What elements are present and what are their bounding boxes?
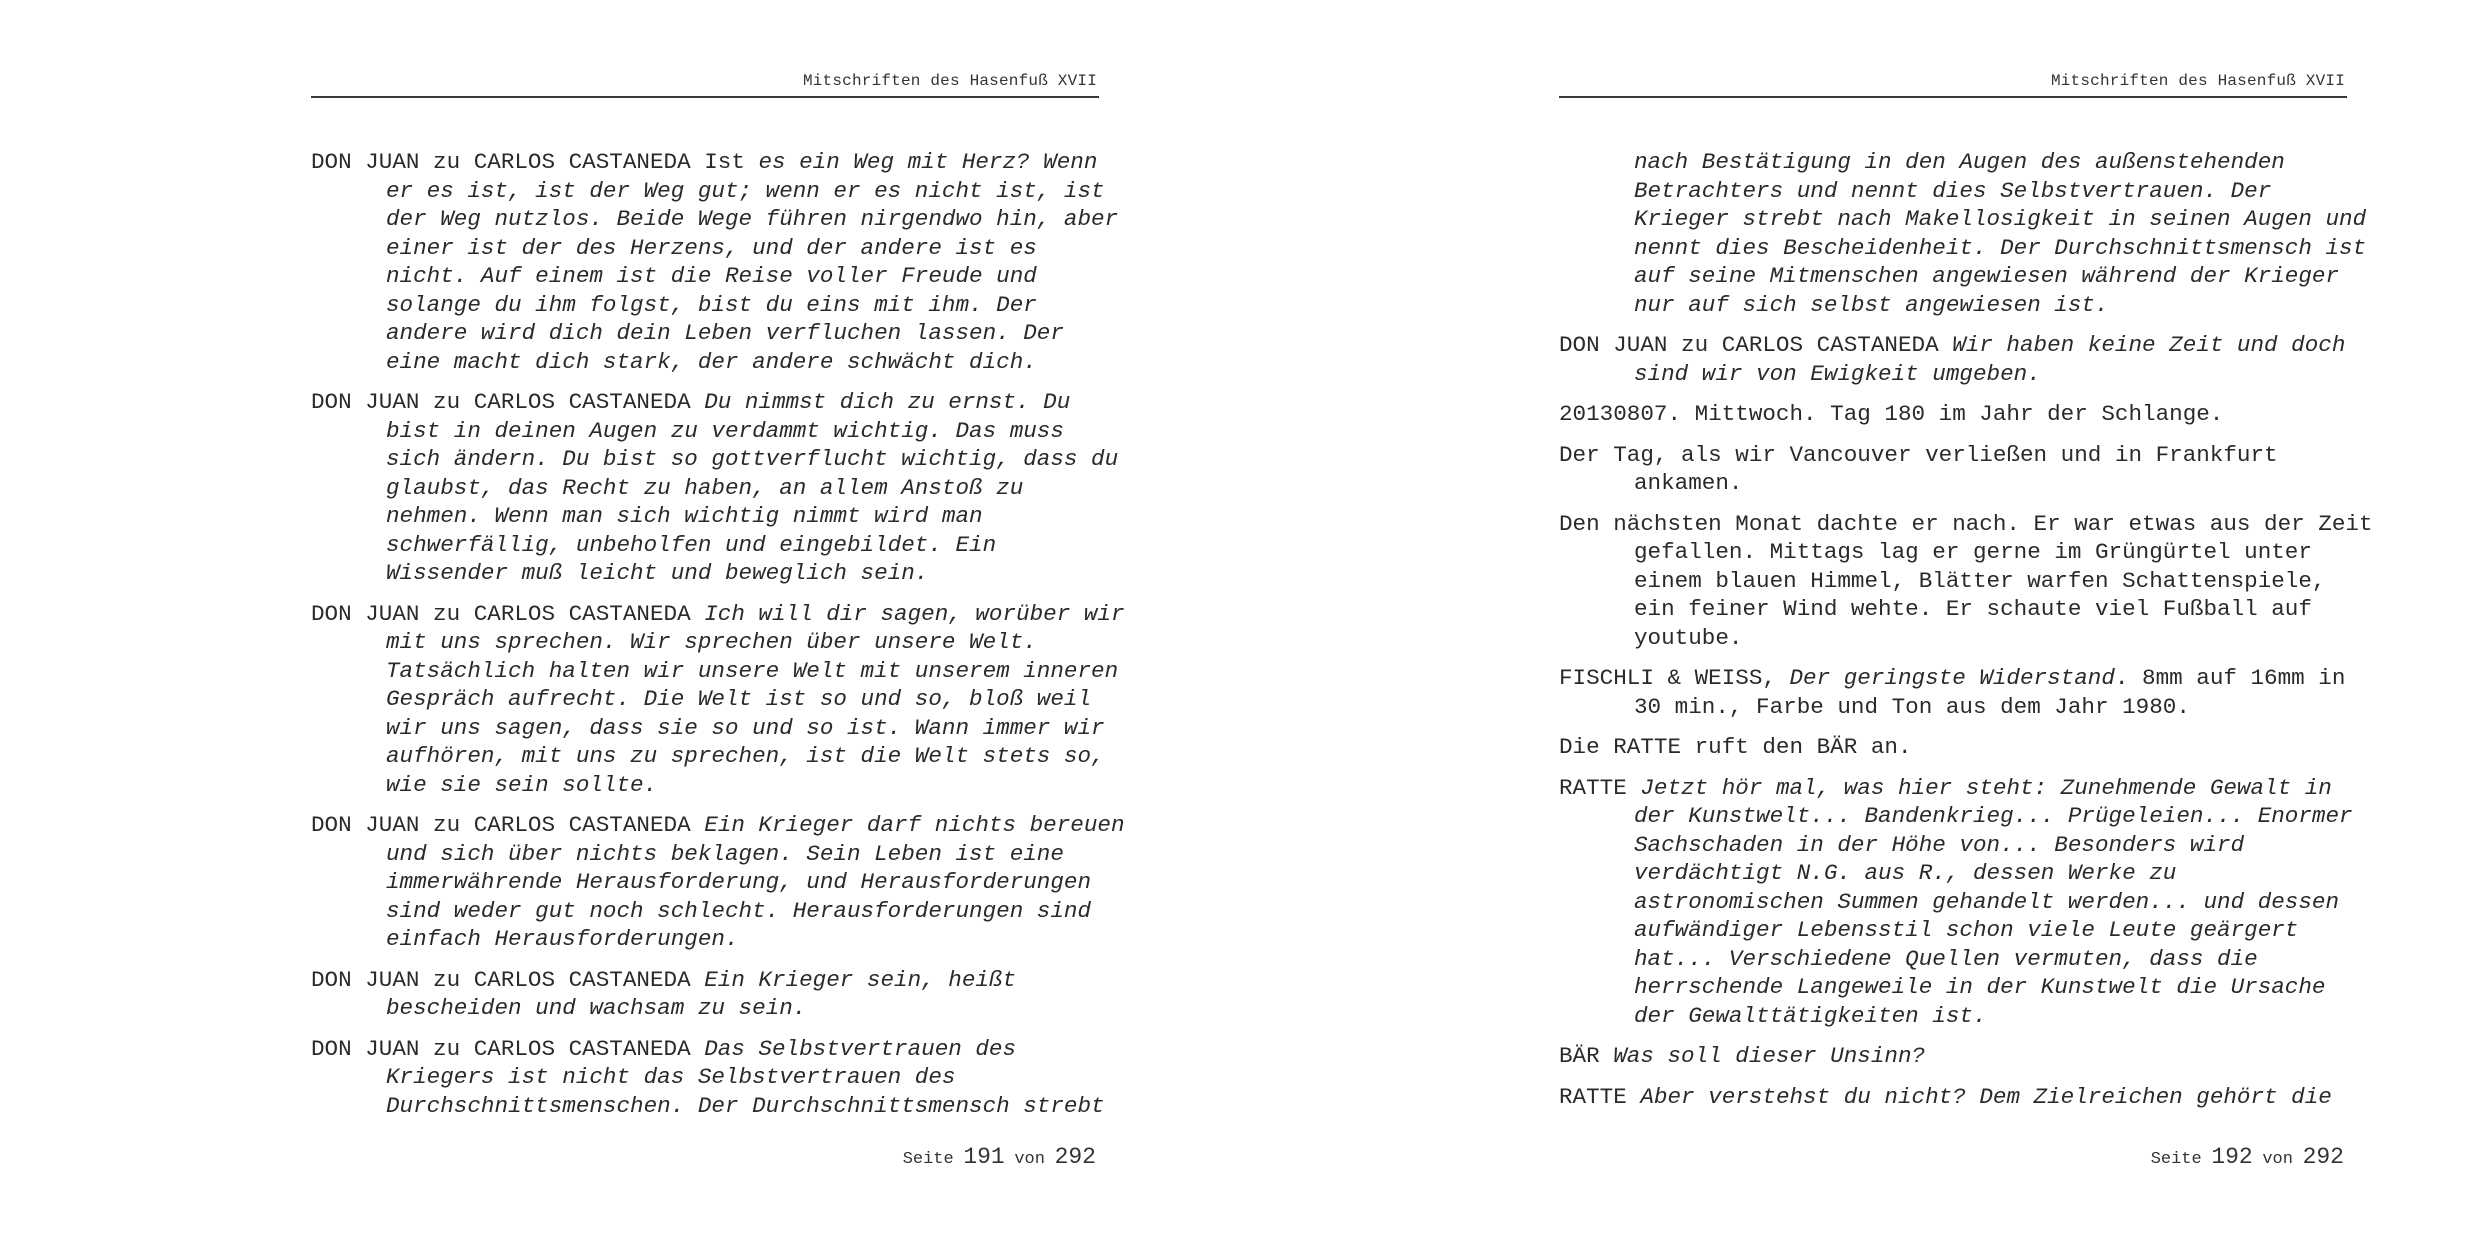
header-rule xyxy=(311,96,1099,98)
text-line xyxy=(311,388,1101,417)
quoted-text: nach Bestätigung in den Augen des außenstehenden xyxy=(1634,149,2285,175)
speaker-name: DON JUAN zu CARLOS CASTANEDA xyxy=(311,812,705,838)
quoted-text: hat... Verschiedene Quellen vermuten, dass die xyxy=(1634,945,2258,972)
text-line xyxy=(1559,774,2349,803)
quoted-text: glaubst, das Recht zu haben, an allem Anstoß zu xyxy=(386,474,1024,501)
page-number xyxy=(311,1144,1096,1170)
text-line xyxy=(311,811,1125,840)
paragraph xyxy=(1559,1083,2349,1112)
quoted-text: Ein Krieger sein, heißt xyxy=(704,966,1017,993)
speaker-name: DON JUAN zu CARLOS CASTANEDA xyxy=(311,389,705,415)
quoted-text: immerwährende Herausforderung, und Herausforderungen xyxy=(386,869,1092,895)
text-line xyxy=(1559,664,2349,693)
page-label: Seite xyxy=(2150,1150,2202,1169)
text-line xyxy=(311,600,1125,629)
text-line xyxy=(386,177,1105,206)
body-text: . 8mm auf 16mm in xyxy=(2114,665,2346,691)
text-line xyxy=(386,1063,1101,1092)
page-body xyxy=(311,148,1125,1132)
quoted-text: Ich will dir sagen, worüber wir xyxy=(704,600,1125,627)
quoted-text: Durchschnittsmenschen. Der Durchschnittsmensch strebt xyxy=(386,1092,1105,1119)
quoted-text: Der geringste Widerstand xyxy=(1789,665,2115,691)
paragraph xyxy=(311,600,1125,800)
text-line xyxy=(1634,291,2349,320)
text-line xyxy=(1634,916,2349,945)
paragraph xyxy=(311,1035,1105,1121)
text-line xyxy=(386,714,1105,743)
text-line xyxy=(386,502,1101,531)
right-page xyxy=(1559,0,2373,1240)
speaker-name: DON JUAN zu CARLOS CASTANEDA xyxy=(311,600,705,627)
quoted-text: Was soll dieser Unsinn? xyxy=(1613,1043,1926,1069)
text-line xyxy=(1634,945,2349,974)
body-text: Der Tag, als wir Vancouver verließen und in Frankfurt xyxy=(1559,441,2278,468)
quoted-text: auf seine Mitmenschen angewiesen während der Krieger xyxy=(1634,263,2340,289)
page-total: 292 xyxy=(2302,1144,2344,1170)
quoted-text: andere wird dich dein Leben verfluchen lassen. Der xyxy=(386,320,1064,346)
text-line xyxy=(1634,360,2349,389)
text-line xyxy=(386,840,1101,869)
quoted-text: astronomischen Summen gehandelt werden... und dessen xyxy=(1634,888,2340,915)
text-line xyxy=(1559,400,2349,429)
quoted-text: der Kunstwelt... Bandenkrieg... Prügeleien... Enormer xyxy=(1634,803,2353,829)
quoted-text: Aber verstehst du nicht? Dem Zielreichen gehört die xyxy=(1640,1083,2332,1110)
quoted-text: es ein Weg mit Herz? Wenn xyxy=(758,149,1098,175)
text-line xyxy=(1634,469,2349,498)
quoted-text: Betrachters und nennt dies Selbstvertrauen. Der xyxy=(1634,177,2272,204)
paragraph xyxy=(311,148,1119,376)
body-text: ankamen. xyxy=(1634,470,1743,496)
quoted-text: sind wir von Ewigkeit umgeben. xyxy=(1634,360,2041,387)
body-text: ein feiner Wind wehte. Er schaute viel Fußball auf xyxy=(1634,596,2312,622)
page-of-label: von xyxy=(1014,1150,1045,1169)
paragraph xyxy=(311,388,1119,588)
text-line xyxy=(386,445,1119,474)
quoted-text: Ein Krieger darf nichts bereuen xyxy=(704,812,1125,838)
text-line xyxy=(1559,331,2349,360)
quoted-text: nennt dies Bescheidenheit. Der Durchschnittsmensch ist xyxy=(1634,234,2367,261)
quoted-text: bist in deinen Augen zu verdammt wichtig. Das muss xyxy=(386,417,1064,444)
text-line xyxy=(1559,441,2349,470)
text-line xyxy=(386,262,1101,291)
text-line xyxy=(1634,973,2349,1002)
text-line xyxy=(1634,888,2349,917)
paragraph xyxy=(1559,441,2349,498)
text-line xyxy=(386,559,1101,588)
paragraph xyxy=(1559,1042,2349,1071)
quoted-text: der Gewalttätigkeiten ist. xyxy=(1634,1002,1987,1029)
page-total: 292 xyxy=(1054,1144,1096,1170)
text-line xyxy=(386,868,1101,897)
paragraph xyxy=(1559,733,2349,762)
text-line xyxy=(1634,624,2349,653)
speaker-name: BÄR xyxy=(1559,1043,1614,1069)
page-current: 192 xyxy=(2211,1144,2253,1170)
quoted-text: Tatsächlich halten wir unsere Welt mit unserem inneren xyxy=(386,657,1119,684)
quoted-text: Wir haben keine Zeit und doch xyxy=(1952,332,2346,358)
text-line xyxy=(1634,802,2353,831)
text-line xyxy=(386,628,1101,657)
quoted-text: solange du ihm folgst, bist du eins mit ihm. Der xyxy=(386,291,1037,318)
text-line xyxy=(1559,1083,2349,1112)
quoted-text: Wissender muß leicht und beweglich sein. xyxy=(386,560,929,586)
quoted-text: der Weg nutzlos. Beide Wege führen nirgendwo hin, aber xyxy=(386,206,1119,232)
text-line xyxy=(311,1035,1101,1064)
text-line xyxy=(386,994,1101,1023)
text-line xyxy=(386,925,1101,954)
text-line xyxy=(386,771,1101,800)
speaker-name: DON JUAN zu CARLOS CASTANEDA xyxy=(311,1035,705,1062)
quoted-text: nehmen. Wenn man sich wichtig nimmt wird man xyxy=(386,503,983,529)
body-text: Den nächsten Monat dachte er nach. Er war etwas aus der Zeit xyxy=(1559,510,2373,537)
quoted-text: eine macht dich stark, der andere schwächt dich. xyxy=(386,348,1037,375)
quoted-text: verdächtigt N.G. aus R., dessen Werke zu xyxy=(1634,860,2177,886)
paragraph xyxy=(311,811,1125,954)
body-text: einem blauen Himmel, Blätter warfen Schattenspiele, xyxy=(1634,567,2326,594)
running-header: Mitschriften des Hasenfuß XVII xyxy=(802,72,1097,90)
quoted-text: schwerfällig, unbeholfen und eingebildet. Ein xyxy=(386,531,997,558)
quoted-text: nur auf sich selbst angewiesen ist. xyxy=(1634,291,2109,318)
text-line xyxy=(311,148,1101,177)
text-line xyxy=(1634,567,2349,596)
paragraph xyxy=(1559,774,2353,1031)
body-text: youtube. xyxy=(1634,624,1743,651)
quoted-text: Jetzt hör mal, was hier steht: Zunehmende Gewalt in xyxy=(1640,774,2332,801)
quoted-text: wie sie sein sollte. xyxy=(386,771,658,798)
quoted-text: Krieger strebt nach Makellosigkeit in seinen Augen und xyxy=(1634,206,2367,232)
text-line xyxy=(386,474,1101,503)
text-line xyxy=(1559,510,2373,539)
quoted-text: Kriegers ist nicht das Selbstvertrauen des xyxy=(386,1064,956,1090)
paragraph xyxy=(1559,400,2349,429)
text-line xyxy=(386,685,1101,714)
quoted-text: Du nimmst dich zu ernst. Du xyxy=(704,389,1071,415)
paragraph xyxy=(311,966,1101,1023)
text-line xyxy=(386,348,1101,377)
text-line xyxy=(386,657,1119,686)
text-line xyxy=(311,966,1101,995)
quoted-text: herrschende Langeweile in der Kunstwelt die Ursache xyxy=(1634,974,2326,1000)
text-line xyxy=(386,531,1101,560)
speaker-name: DON JUAN zu CARLOS CASTANEDA xyxy=(311,149,705,175)
speaker-name: DON JUAN zu CARLOS CASTANEDA xyxy=(311,966,705,993)
text-line xyxy=(1559,1042,2349,1071)
quoted-text: nicht. Auf einem ist die Reise voller Freude und xyxy=(386,263,1037,289)
speaker-name: RATTE xyxy=(1559,774,1641,801)
page-number xyxy=(1559,1144,2344,1170)
quoted-text: sich ändern. Du bist so gottverflucht wichtig, dass du xyxy=(386,446,1119,472)
text-line xyxy=(386,234,1101,263)
text-line xyxy=(1634,831,2349,860)
text-line xyxy=(386,205,1119,234)
body-text: Die RATTE ruft den BÄR an. xyxy=(1559,734,1912,760)
quoted-text: und sich über nichts beklagen. Sein Leben ist eine xyxy=(386,840,1064,867)
page-body xyxy=(1559,148,2373,1123)
quoted-text: aufwändiger Lebensstil schon viele Leute geärgert xyxy=(1634,917,2299,943)
quoted-text: aufhören, mit uns zu sprechen, ist die Welt stets so, xyxy=(386,743,1105,769)
header-rule xyxy=(1559,96,2347,98)
quoted-text: sind weder gut noch schlecht. Herausforderungen sind xyxy=(386,897,1092,924)
paragraph xyxy=(1559,510,2373,653)
text-line xyxy=(1634,595,2349,624)
paragraph-continuation xyxy=(1559,148,2367,319)
body-text: FISCHLI & WEISS, xyxy=(1559,665,1790,691)
body-text: Ist xyxy=(704,149,759,175)
quoted-text: Sachschaden in der Höhe von... Besonders wird xyxy=(1634,831,2245,858)
quoted-text: einer ist der des Herzens, und der andere ist es xyxy=(386,234,1037,261)
quoted-text: einfach Herausforderungen. xyxy=(386,926,739,952)
quoted-text: mit uns sprechen. Wir sprechen über unsere Welt. xyxy=(386,629,1037,655)
text-line xyxy=(1634,262,2349,291)
text-line xyxy=(1634,538,2349,567)
text-line xyxy=(1634,234,2367,263)
speaker-name: RATTE xyxy=(1559,1083,1641,1110)
text-line xyxy=(386,319,1101,348)
quoted-text: wir uns sagen, dass sie so und so ist. Wann immer wir xyxy=(386,714,1105,741)
text-line xyxy=(386,1092,1105,1121)
page-label: Seite xyxy=(902,1150,954,1169)
text-line xyxy=(1634,205,2367,234)
text-line xyxy=(1634,693,2349,722)
text-line xyxy=(1634,148,2349,177)
body-text: gefallen. Mittags lag er gerne im Grüngürtel unter xyxy=(1634,539,2312,565)
quoted-text: Gespräch aufrecht. Die Welt ist so und so, bloß weil xyxy=(386,686,1092,712)
text-line xyxy=(386,897,1101,926)
body-text: 20130807. Mittwoch. Tag 180 im Jahr der Schlange. xyxy=(1559,401,2224,427)
text-line xyxy=(386,742,1105,771)
left-page xyxy=(311,0,1125,1240)
speaker-name: DON JUAN zu CARLOS CASTANEDA xyxy=(1559,332,1953,358)
paragraph xyxy=(1559,331,2349,388)
page-of-label: von xyxy=(2262,1150,2293,1169)
text-line xyxy=(1634,1002,2349,1031)
body-text: 30 min., Farbe und Ton aus dem Jahr 1980. xyxy=(1634,693,2190,720)
text-line xyxy=(386,417,1101,446)
running-header: Mitschriften des Hasenfuß XVII xyxy=(2050,72,2345,90)
text-line xyxy=(1634,859,2349,888)
text-line xyxy=(1634,177,2349,206)
quoted-text: bescheiden und wachsam zu sein. xyxy=(386,995,807,1021)
page-current: 191 xyxy=(963,1144,1005,1170)
text-line xyxy=(1559,733,2349,762)
paragraph xyxy=(1559,664,2349,721)
text-line xyxy=(386,291,1101,320)
quoted-text: er es ist, ist der Weg gut; wenn er es nicht ist, ist xyxy=(386,177,1105,204)
quoted-text: Das Selbstvertrauen des xyxy=(704,1035,1017,1062)
